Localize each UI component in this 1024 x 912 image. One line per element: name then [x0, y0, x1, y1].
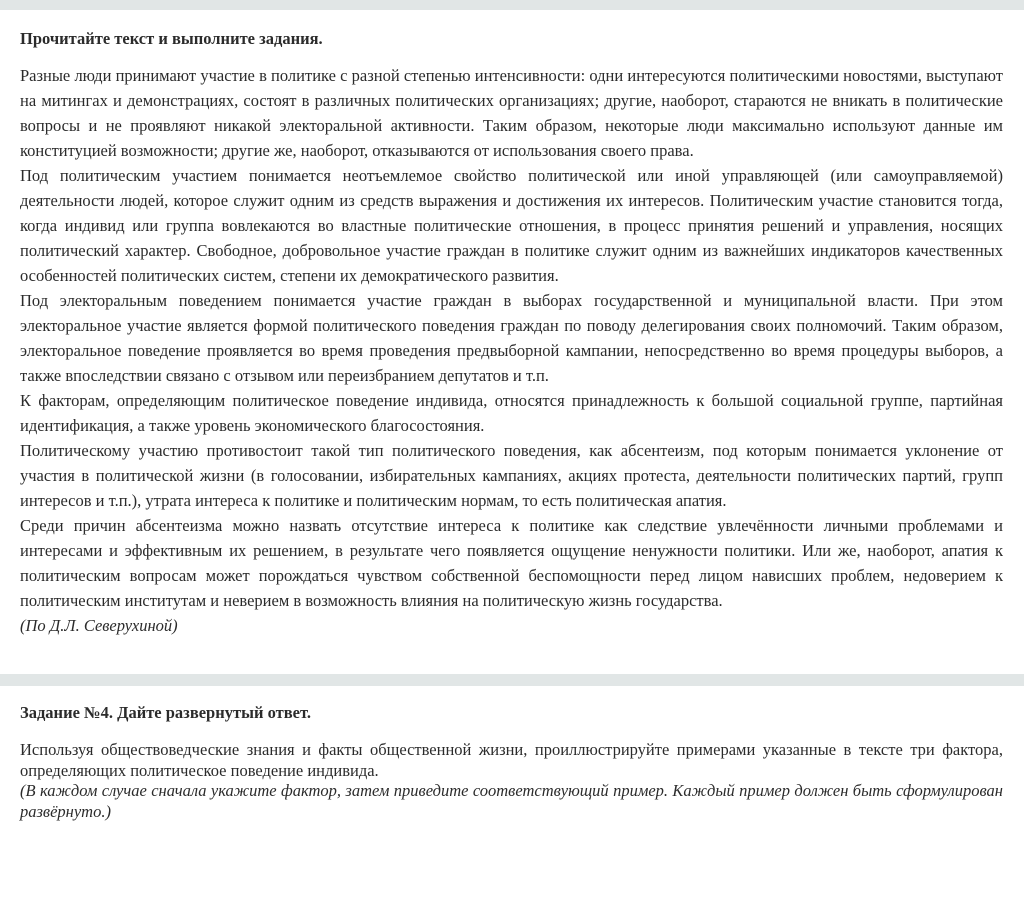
- text-paragraph: Политическому участию противостоит такой тип политического поведения, как абсентеизм, под которым понимается уклонение от участия в политической жизни (в голосовании, избирательных кампаниях, акциях протеста, деятельности политических партий, групп интересов и т.п.), утрата интереса к политике и политическим нормам, то есть политическая апатия.: [20, 441, 1003, 510]
- task-block: [0, 686, 1024, 822]
- text-author: (По Д.Л. Северухиной): [20, 616, 178, 635]
- reading-instruction-heading: Прочитайте текст и выполните задания.: [20, 29, 323, 48]
- text-paragraph: Разные люди принимают участие в политике с разной степенью интенсивности: одни интересуются политическими новостями, выступают на митингах и демонстрациях, состоят в различных политических организациях; другие, наоборот, стараются не вникать в политические вопросы и не проявляют никакой электоральной активности. Таким образом, некоторые люди максимально используют данные им конституцией возможности; другие же, наоборот, отказываются от использования своего права.: [20, 66, 1003, 160]
- text-paragraph: Среди причин абсентеизма можно назвать отсутствие интереса к политике как следствие увлечённости личными проблемами и интересами и эффективным их решением, в результате чего появляется ощущение ненужности политики. Или же, наоборот, апатия к политическим вопросам может порождаться чувством собственной беспомощности перед лицом нависших проблем, недоверием к политическим институтам и неверием в возможность влияния на политическую жизнь государства.: [20, 516, 1003, 610]
- task-note: (В каждом случае сначала укажите фактор, затем приведите соответствующий пример. Каждый пример должен быть сформулирован развёрнуто.): [20, 781, 1003, 821]
- text-paragraph: К факторам, определяющим политическое поведение индивида, относятся принадлежность к большой социальной группе, партийная идентификация, а также уровень экономического благосостояния.: [20, 391, 1003, 435]
- reading-text-block: [0, 10, 1024, 638]
- text-paragraph: Под электоральным поведением понимается участие граждан в выборах государственной и муниципальной власти. При этом электоральное участие является формой политического поведения граждан по поводу делегирования своих полномочий. Таким образом, электоральное поведение проявляется во время проведения предвыборной кампании, непосредственно во время процедуры выборов, а также впоследствии связано с отзывом или переизбранием депутатов и т.п.: [20, 291, 1003, 385]
- top-divider-band: [0, 0, 1024, 10]
- section-divider-band: [0, 674, 1024, 686]
- text-paragraph: Под политическим участием понимается неотъемлемое свойство политической или иной управляющей (или самоуправляемой) деятельности людей, которое служит одним из средств выражения и достижения их интересов. Политическим участие становится тогда, когда индивид или группа вовлекаются во властные политические отношения, в процесс принятия решений и управления, носящих политический характер. Свободное, добровольное участие граждан в политике служит одним из важнейших индикаторов качественных особенностей политических систем, степени их демократического развития.: [20, 166, 1003, 285]
- task-description: Используя обществоведческие знания и факты общественной жизни, проиллюстрируйте примерами указанные в тексте три фактора, определяющих политическое поведение индивида.: [20, 740, 1003, 780]
- task-heading: Задание №4. Дайте развернутый ответ.: [20, 703, 311, 722]
- reading-text: [20, 63, 1003, 613]
